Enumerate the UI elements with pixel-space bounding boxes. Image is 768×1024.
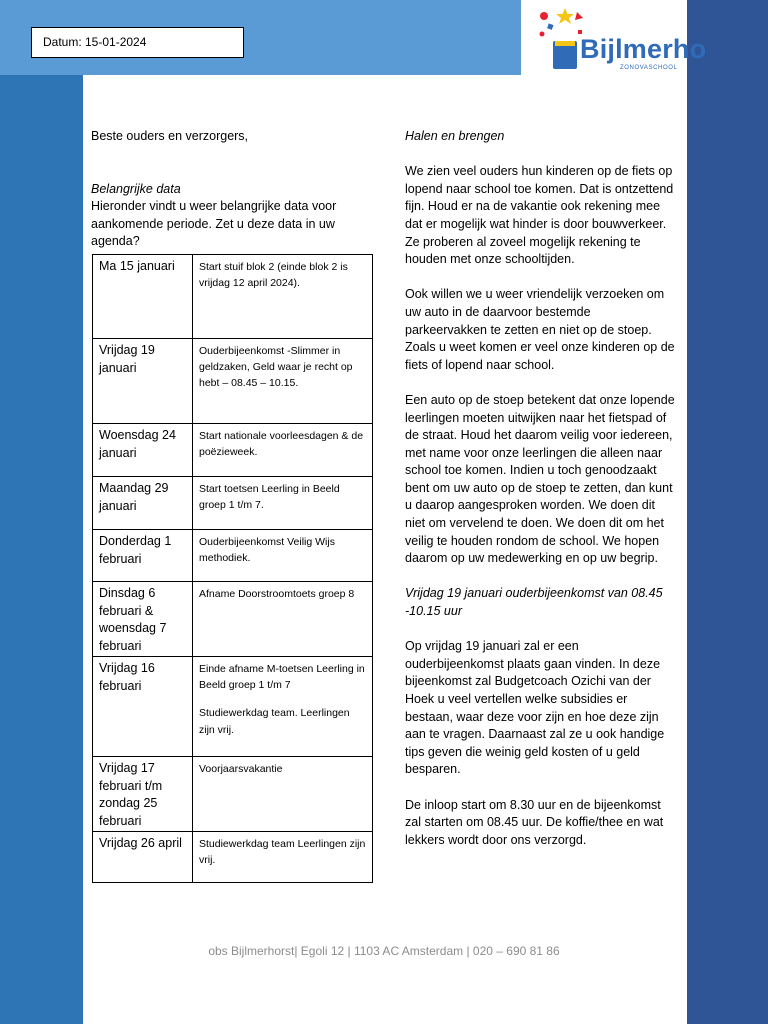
- table-row: [93, 424, 373, 477]
- left-side-bar: [0, 75, 83, 1024]
- event-cell: Start stuif blok 2 (einde blok 2 is vrijdag 12 april 2024).: [193, 255, 373, 339]
- logo-text: Bijlmerho: [580, 34, 707, 64]
- table-row: [93, 477, 373, 530]
- table-row: [93, 832, 373, 883]
- event-cell: Start toetsen Leerling in Beeld groep 1 t/m 7.: [193, 477, 373, 530]
- footer-address: obs Bijlmerhorst| Egoli 12 | 1103 AC Amsterdam | 020 – 690 81 86: [208, 944, 560, 958]
- table-row: [93, 339, 373, 424]
- date-cell: Ma 15 januari: [93, 255, 193, 339]
- section-title: Belangrijke data: [91, 181, 181, 196]
- event-cell: [193, 657, 373, 757]
- event-cell: Afname Doorstroomtoets groep 8: [193, 582, 373, 657]
- event-cell: Studiewerkdag team Leerlingen zijn vrij.: [193, 832, 373, 883]
- greeting: Beste ouders en verzorgers,: [91, 129, 249, 143]
- paragraph: De inloop start om 8.30 uur en de bijeenkomst zal starten om 08.45 uur. De koffie/thee en wat lekkers wordt door ons verzorgd.: [405, 797, 664, 847]
- date-cell: Vrijdag 16 februari: [93, 657, 193, 757]
- date-box: Datum: 15-01-2024: [31, 27, 244, 58]
- event-text-extra: Studiewerkdag team. Leerlingen zijn vrij.: [199, 707, 350, 736]
- table-row: [93, 255, 373, 339]
- date-cell: Vrijdag 26 april: [93, 832, 193, 883]
- date-cell: Donderdag 1 februari: [93, 530, 193, 582]
- date-cell: Woensdag 24 januari: [93, 424, 193, 477]
- event-cell: Start nationale voorleesdagen & de poëzieweek.: [193, 424, 373, 477]
- paragraph: Op vrijdag 19 januari zal er een ouderbijeenkomst plaats gaan vinden. In deze bijeenkomst zal Budgetcoach Ozichi van der Hoek u veel vertellen welke subsidies er bestaan, waar deze voor zijn en hoe deze zijn aan te vragen. Daarnaast zal ze u ook handige tips geven die weinig geld kosten of u geld besparen.: [405, 639, 665, 777]
- right-side-bar: [687, 0, 768, 1024]
- section-title-ouderbijeenkomst: Vrijdag 19 januari ouderbijeenkomst van 08.45 -10.15 uur: [405, 586, 663, 619]
- paragraph: We zien veel ouders hun kinderen op de fiets op lopend naar school toe komen. Dat is ontzettend fijn. Houd er na de vakantie ook rekening mee dat er mogelijk wat hinder is door bouwverkeer. Ze proberen al zoveel mogelijk rekening te houden met onze schooltijden.: [405, 164, 674, 267]
- event-text: Einde afname M-toetsen Leerling in Beeld groep 1 t/m 7: [199, 663, 365, 692]
- paragraph: Een auto op de stoep betekent dat onze lopende leerlingen moeten uitwijken naar het fietspad of de straat. Houd het daarom veilig voor iedereen, met name voor onze leerlingen die alleen naar school toe komen. Indien u toch genoodzaakt bent om uw auto op de stoep te zetten, dan kunt u daarop aangesproken worden. We doen dit niet om vervelend te doen. We doen dit om het veilig te houden rondom de school. We hopen daarom op uw medewerking en op uw begrip.: [405, 392, 675, 566]
- logo-subtext: ZONOVASCHOOL: [620, 65, 678, 71]
- school-logo: [530, 4, 707, 76]
- right-column: [405, 128, 675, 849]
- table-row: [93, 530, 373, 582]
- left-column: [91, 128, 361, 251]
- table-row: [93, 657, 373, 757]
- dates-table: [92, 254, 373, 883]
- date-cell: Vrijdag 19 januari: [93, 339, 193, 424]
- date-cell: Dinsdag 6 februari & woensdag 7 februari: [93, 582, 193, 657]
- paragraph: Ook willen we u weer vriendelijk verzoeken om uw auto in de daarvoor bestemde parkeervakken te zetten en niet op de stoep. Zoals u weet komen er veel onze kinderen op de fiets of lopend naar school.: [405, 287, 675, 372]
- table-row: [93, 757, 373, 832]
- intro-text: Hieronder vindt u weer belangrijke data voor aankomende periode. Zet u deze data in uw agenda?: [91, 199, 337, 249]
- date-cell: Vrijdag 17 februari t/m zondag 25 februari: [93, 757, 193, 832]
- event-cell: Voorjaarsvakantie: [193, 757, 373, 832]
- event-cell: Ouderbijeenkomst -Slimmer in geldzaken, Geld waar je recht op hebt – 08.45 – 10.15.: [193, 339, 373, 424]
- event-cell: Ouderbijeenkomst Veilig Wijs methodiek.: [193, 530, 373, 582]
- table-row: [93, 582, 373, 657]
- date-cell: Maandag 29 januari: [93, 477, 193, 530]
- section-title-halen: Halen en brengen: [405, 129, 505, 143]
